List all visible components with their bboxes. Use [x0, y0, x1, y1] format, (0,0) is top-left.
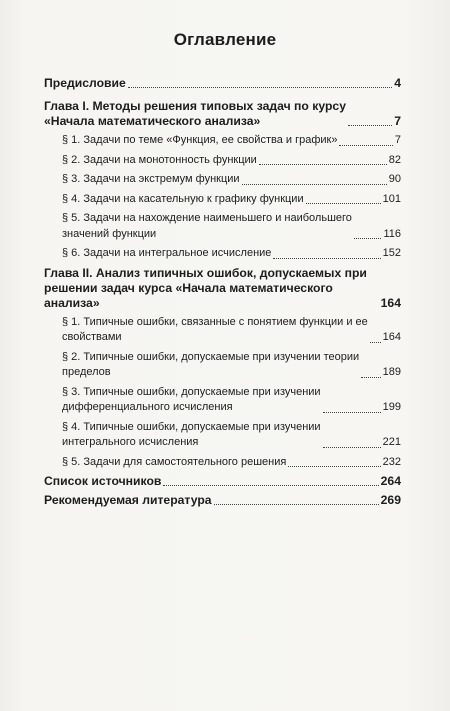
toc-page-number: 116 [383, 227, 401, 240]
dot-leader [288, 466, 380, 467]
toc-page-number: 4 [394, 76, 401, 90]
toc-page-number: 7 [394, 114, 401, 128]
toc-entry-ch1-section-4 [44, 192, 401, 208]
toc-page-number: 164 [380, 295, 401, 310]
toc-entry-ch1-section-6 [44, 246, 401, 262]
toc-page-number: 264 [380, 474, 401, 488]
toc-page-number: 90 [388, 173, 401, 185]
toc-page-number: 164 [382, 331, 401, 343]
dot-leader [242, 184, 387, 185]
toc-entry-text: § 2. Задачи на монотонность функции [62, 153, 257, 166]
toc-entry-recommended-literature [44, 493, 401, 508]
toc-entry-text: § 4. Типичные ошибки, допускаемые при изучении интегрального исчисления [62, 420, 321, 448]
dot-leader [128, 87, 392, 88]
dot-leader [339, 145, 392, 146]
dot-leader [354, 238, 382, 239]
toc-page-number: 82 [388, 153, 401, 166]
toc-page-number: 7 [394, 134, 401, 146]
toc-entry-preface [44, 76, 401, 91]
toc-entry-text: § 1. Типичные ошибки, связанные с понятием функции и ее свойствами [62, 315, 368, 343]
toc-page-number: 232 [382, 455, 401, 468]
dot-leader [361, 377, 380, 378]
toc-entry-sources [44, 474, 401, 489]
toc-entry-ch1-section-2 [44, 153, 401, 169]
toc-entry-text: Рекомендуемая литература [44, 493, 212, 507]
table-of-contents [44, 76, 401, 508]
toc-entry-text: § 1. Задачи по теме «Функция, ее свойства и график» [62, 134, 338, 146]
toc-page-number: 221 [382, 436, 401, 448]
toc-entry-ch1-section-1 [44, 133, 401, 149]
toc-entry-text: § 6. Задачи на интегральное исчисление [62, 247, 272, 259]
page-title: Оглавление [173, 30, 277, 49]
toc-entry-text: Глава II. Анализ типичных ошибок, допускаемых при решении задач курса «Начала математического анализа» [44, 265, 367, 310]
toc-entry-ch2-section-3 [44, 385, 401, 416]
toc-entry-chapter-1 [44, 99, 401, 129]
toc-page-number: 101 [382, 192, 401, 205]
dot-leader [348, 125, 392, 126]
dot-leader [163, 485, 378, 486]
dot-leader [214, 504, 379, 505]
toc-entry-ch1-section-5 [44, 211, 401, 242]
toc-entry-ch2-section-2 [44, 350, 401, 381]
dot-leader [370, 342, 381, 343]
toc-entry-text: § 3. Задачи на экстремум функции [62, 173, 240, 185]
toc-entry-text: § 3. Типичные ошибки, допускаемые при изучении дифференциального исчисления [62, 385, 321, 413]
toc-entry-text: Список источников [44, 474, 162, 488]
toc-page-number: 269 [380, 493, 401, 507]
toc-page-number: 152 [382, 247, 401, 259]
dot-leader [323, 412, 381, 413]
toc-page-number: 189 [382, 366, 401, 378]
dot-leader [259, 164, 387, 165]
toc-entry-text: Глава I. Методы решения типовых задач по курсу «Начала математического анализа» [44, 99, 346, 128]
toc-page-number: 199 [382, 401, 401, 413]
toc-entry-ch2-section-1 [44, 315, 401, 346]
dot-leader [323, 447, 381, 448]
toc-entry-text: § 2. Типичные ошибки, допускаемые при изучении теории пределов [62, 350, 360, 378]
dot-leader [273, 258, 380, 259]
toc-entry-ch2-section-5 [44, 455, 401, 471]
dot-leader [306, 203, 381, 204]
toc-entry-text: Предисловие [44, 76, 126, 90]
toc-entry-text: § 5. Задачи для самостоятельного решения [62, 455, 287, 468]
toc-entry-chapter-2 [44, 266, 401, 311]
toc-entry-ch2-section-4 [44, 420, 401, 451]
toc-entry-ch1-section-3 [44, 172, 401, 188]
toc-entry-text: § 5. Задачи на нахождение наименьшего и наибольшего значений функции [62, 212, 352, 240]
toc-entry-text: § 4. Задачи на касательную к графику функции [62, 192, 304, 205]
